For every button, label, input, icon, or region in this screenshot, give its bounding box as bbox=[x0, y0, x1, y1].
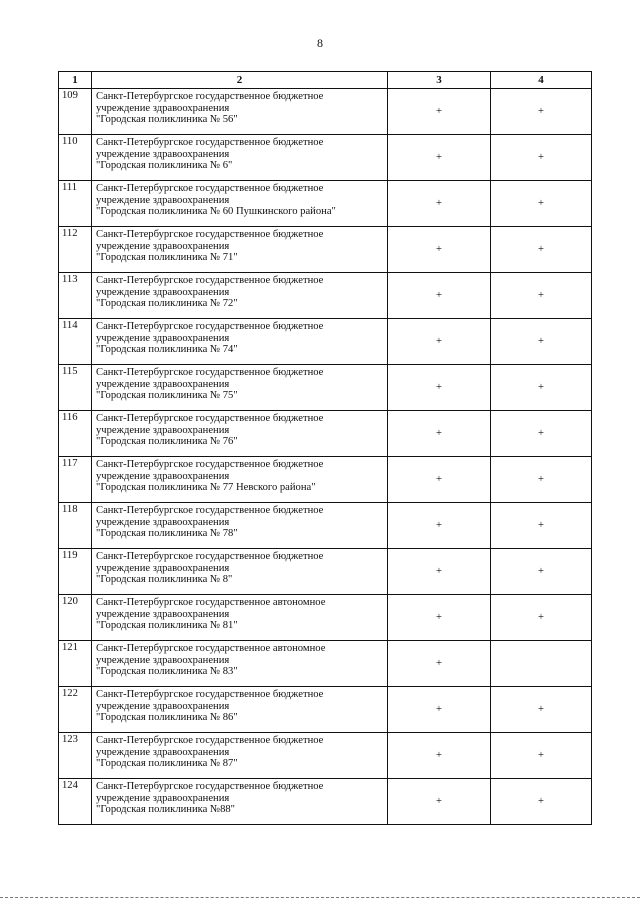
col4-mark: + bbox=[491, 273, 592, 319]
table-row bbox=[59, 687, 592, 733]
institution-name bbox=[92, 181, 388, 227]
col3-mark: + bbox=[388, 549, 491, 595]
institution-name bbox=[92, 549, 388, 595]
row-number: 112 bbox=[59, 227, 92, 273]
table-row bbox=[59, 227, 592, 273]
institution-name bbox=[92, 457, 388, 503]
row-number: 116 bbox=[59, 411, 92, 457]
header-col-3: 3 bbox=[388, 72, 491, 89]
institution-name bbox=[92, 733, 388, 779]
institution-name-line3: "Городская поликлиника № 56" bbox=[96, 114, 238, 125]
table-row bbox=[59, 411, 592, 457]
institution-name bbox=[92, 503, 388, 549]
header-row bbox=[59, 72, 592, 89]
col3-mark: + bbox=[388, 135, 491, 181]
institution-name-line1: Санкт-Петербургское государственное бюджетное bbox=[96, 91, 324, 102]
col4-mark: + bbox=[491, 779, 592, 825]
institution-name-line1: Санкт-Петербургское государственное бюджетное bbox=[96, 367, 324, 378]
institution-name-line2: учреждение здравоохранения bbox=[96, 792, 230, 804]
institution-name-line2: учреждение здравоохранения bbox=[96, 562, 230, 574]
institution-name-line2: учреждение здравоохранения bbox=[96, 194, 230, 206]
institution-name bbox=[92, 595, 388, 641]
institution-name bbox=[92, 89, 388, 135]
col3-mark: + bbox=[388, 687, 491, 733]
institution-name-line3: "Городская поликлиника № 74" bbox=[96, 344, 238, 355]
row-number: 110 bbox=[59, 135, 92, 181]
col4-mark: + bbox=[491, 135, 592, 181]
header-col-1: 1 bbox=[59, 72, 92, 89]
col3-mark: + bbox=[388, 319, 491, 365]
scan-edge-line bbox=[0, 897, 640, 899]
institution-name-line1: Санкт-Петербургское государственное бюджетное bbox=[96, 413, 324, 424]
institution-name-line2: учреждение здравоохранения bbox=[96, 700, 230, 712]
institution-name-line3: "Городская поликлиника № 6" bbox=[96, 160, 233, 171]
col4-mark: + bbox=[491, 503, 592, 549]
col3-mark: + bbox=[388, 779, 491, 825]
institutions-table bbox=[58, 71, 592, 825]
col4-mark: + bbox=[491, 365, 592, 411]
institution-name-line3: "Городская поликлиника №88" bbox=[96, 804, 235, 815]
col4-mark: + bbox=[491, 411, 592, 457]
institution-name-line1: Санкт-Петербургское государственное автономное bbox=[96, 597, 326, 608]
institution-name-line2: учреждение здравоохранения bbox=[96, 608, 230, 620]
row-number: 115 bbox=[59, 365, 92, 411]
institution-name-line1: Санкт-Петербургское государственное бюджетное bbox=[96, 183, 324, 194]
institution-name bbox=[92, 365, 388, 411]
row-number: 121 bbox=[59, 641, 92, 687]
col3-mark: + bbox=[388, 411, 491, 457]
table-row bbox=[59, 733, 592, 779]
table-row bbox=[59, 779, 592, 825]
institution-name-line3: "Городская поликлиника № 75" bbox=[96, 390, 238, 401]
col3-mark: + bbox=[388, 181, 491, 227]
page-number: 8 bbox=[317, 36, 323, 50]
table-row bbox=[59, 503, 592, 549]
col3-mark: + bbox=[388, 641, 491, 687]
col3-mark: + bbox=[388, 733, 491, 779]
institution-name-line2: учреждение здравоохранения bbox=[96, 378, 230, 390]
institution-name-line3: "Городская поликлиника № 71" bbox=[96, 252, 238, 263]
institution-name-line3: "Городская поликлиника № 60 Пушкинского района" bbox=[96, 206, 336, 217]
col4-mark: + bbox=[491, 227, 592, 273]
table-row bbox=[59, 595, 592, 641]
col3-mark: + bbox=[388, 89, 491, 135]
table-row bbox=[59, 181, 592, 227]
header-col-4: 4 bbox=[491, 72, 592, 89]
institution-name-line1: Санкт-Петербургское государственное бюджетное bbox=[96, 781, 324, 792]
institution-name bbox=[92, 779, 388, 825]
table-row bbox=[59, 273, 592, 319]
row-number: 124 bbox=[59, 779, 92, 825]
row-number: 123 bbox=[59, 733, 92, 779]
institution-name-line1: Санкт-Петербургское государственное бюджетное bbox=[96, 689, 324, 700]
institution-name-line2: учреждение здравоохранения bbox=[96, 102, 230, 114]
col3-mark: + bbox=[388, 503, 491, 549]
row-number: 119 bbox=[59, 549, 92, 595]
col3-mark: + bbox=[388, 227, 491, 273]
institution-name-line3: "Городская поликлиника № 8" bbox=[96, 574, 233, 585]
col4-mark: + bbox=[491, 319, 592, 365]
table-row bbox=[59, 641, 592, 687]
institution-name-line3: "Городская поликлиника № 81" bbox=[96, 620, 238, 631]
table-row bbox=[59, 549, 592, 595]
table-row bbox=[59, 135, 592, 181]
institution-name-line2: учреждение здравоохранения bbox=[96, 746, 230, 758]
institution-name bbox=[92, 641, 388, 687]
col3-mark: + bbox=[388, 273, 491, 319]
table-row bbox=[59, 365, 592, 411]
col3-mark: + bbox=[388, 365, 491, 411]
row-number: 122 bbox=[59, 687, 92, 733]
row-number: 118 bbox=[59, 503, 92, 549]
institution-name bbox=[92, 687, 388, 733]
institution-name bbox=[92, 273, 388, 319]
table-row bbox=[59, 319, 592, 365]
col4-mark: + bbox=[491, 595, 592, 641]
institution-name-line3: "Городская поликлиника № 86" bbox=[96, 712, 238, 723]
institution-name-line2: учреждение здравоохранения bbox=[96, 654, 230, 666]
row-number: 109 bbox=[59, 89, 92, 135]
institution-name bbox=[92, 227, 388, 273]
institution-name bbox=[92, 319, 388, 365]
col4-mark bbox=[491, 641, 592, 687]
col4-mark: + bbox=[491, 549, 592, 595]
institution-name-line2: учреждение здравоохранения bbox=[96, 516, 230, 528]
institution-name-line1: Санкт-Петербургское государственное бюджетное bbox=[96, 551, 324, 562]
institution-name-line1: Санкт-Петербургское государственное бюджетное bbox=[96, 229, 324, 240]
institution-name-line3: "Городская поликлиника № 76" bbox=[96, 436, 238, 447]
institution-name-line2: учреждение здравоохранения bbox=[96, 148, 230, 160]
col4-mark: + bbox=[491, 687, 592, 733]
table-row bbox=[59, 89, 592, 135]
institution-name-line2: учреждение здравоохранения bbox=[96, 470, 230, 482]
institution-name-line3: "Городская поликлиника № 72" bbox=[96, 298, 238, 309]
institution-name-line1: Санкт-Петербургское государственное бюджетное bbox=[96, 735, 324, 746]
col4-mark: + bbox=[491, 457, 592, 503]
institution-name-line3: "Городская поликлиника № 78" bbox=[96, 528, 238, 539]
institution-name-line2: учреждение здравоохранения bbox=[96, 332, 230, 344]
col3-mark: + bbox=[388, 595, 491, 641]
institution-name-line1: Санкт-Петербургское государственное бюджетное bbox=[96, 137, 324, 148]
row-number: 113 bbox=[59, 273, 92, 319]
row-number: 114 bbox=[59, 319, 92, 365]
institution-name-line1: Санкт-Петербургское государственное автономное bbox=[96, 643, 326, 654]
col4-mark: + bbox=[491, 733, 592, 779]
institution-name-line1: Санкт-Петербургское государственное бюджетное bbox=[96, 321, 324, 332]
row-number: 117 bbox=[59, 457, 92, 503]
institution-name bbox=[92, 135, 388, 181]
col4-mark: + bbox=[491, 89, 592, 135]
col3-mark: + bbox=[388, 457, 491, 503]
col4-mark: + bbox=[491, 181, 592, 227]
institution-name-line2: учреждение здравоохранения bbox=[96, 286, 230, 298]
institution-name-line1: Санкт-Петербургское государственное бюджетное bbox=[96, 505, 324, 516]
table-row bbox=[59, 457, 592, 503]
row-number: 111 bbox=[59, 181, 92, 227]
institution-name bbox=[92, 411, 388, 457]
header-col-2: 2 bbox=[92, 72, 388, 89]
institution-name-line3: "Городская поликлиника № 83" bbox=[96, 666, 238, 677]
institution-name-line2: учреждение здравоохранения bbox=[96, 424, 230, 436]
row-number: 120 bbox=[59, 595, 92, 641]
institution-name-line3: "Городская поликлиника № 87" bbox=[96, 758, 238, 769]
institution-name-line2: учреждение здравоохранения bbox=[96, 240, 230, 252]
institution-name-line1: Санкт-Петербургское государственное бюджетное bbox=[96, 275, 324, 286]
institution-name-line1: Санкт-Петербургское государственное бюджетное bbox=[96, 459, 324, 470]
institution-name-line3: "Городская поликлиника № 77 Невского района" bbox=[96, 482, 316, 493]
